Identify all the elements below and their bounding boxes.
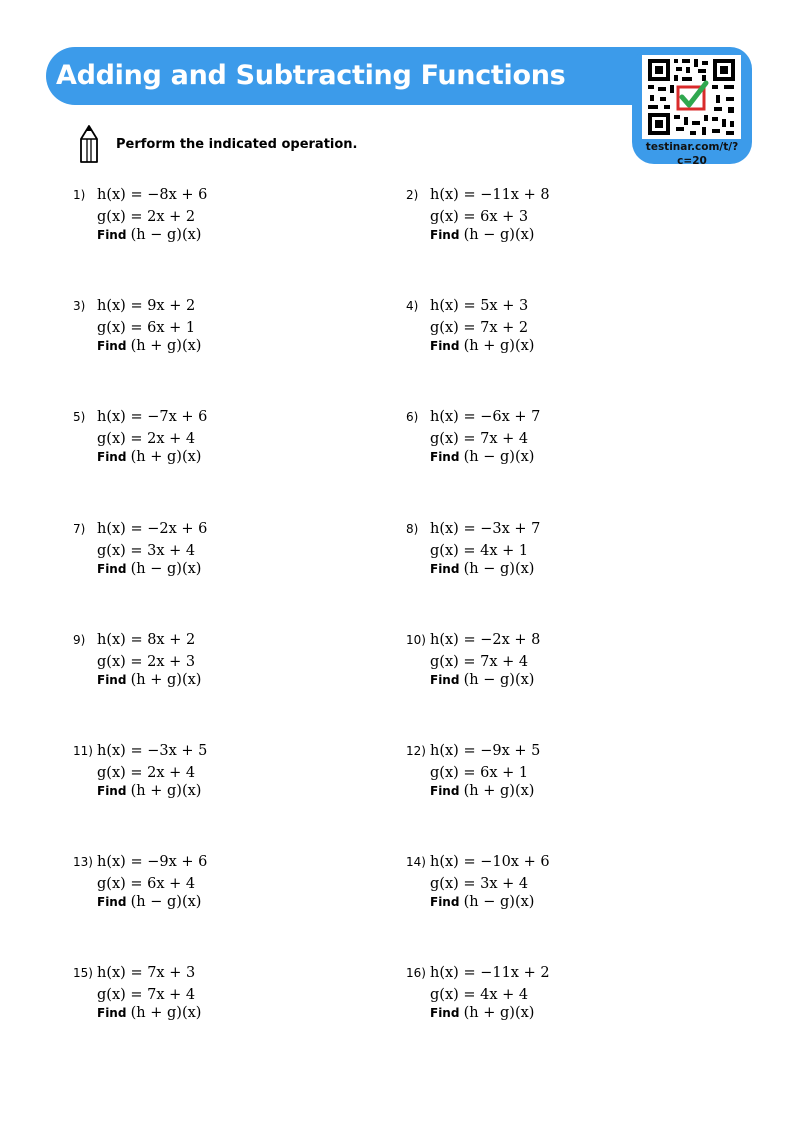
g-function: g(x) = 3x + 4: [430, 876, 529, 892]
find-instruction: [97, 894, 201, 910]
find-label: Find: [430, 450, 460, 464]
problem-number: 13): [73, 855, 93, 869]
problem-number: 3): [73, 299, 86, 313]
h-function: h(x) = 5x + 3: [430, 298, 529, 314]
find-label: Find: [430, 1006, 460, 1020]
find-label: Find: [97, 339, 127, 353]
h-function: h(x) = −3x + 7: [430, 521, 541, 537]
operation: (h + g)(x): [130, 672, 202, 688]
operation: (h − g)(x): [463, 227, 535, 243]
operation: (h + g)(x): [463, 1005, 535, 1021]
g-function: g(x) = 3x + 4: [97, 543, 196, 559]
g-function: g(x) = 7x + 2: [430, 320, 529, 336]
find-instruction: [430, 894, 534, 910]
g-function: g(x) = 6x + 1: [97, 320, 196, 336]
find-instruction: [97, 449, 201, 465]
find-instruction: [97, 227, 201, 243]
operation: (h − g)(x): [463, 894, 535, 910]
problem-number: 9): [73, 633, 86, 647]
operation: (h + g)(x): [130, 1005, 202, 1021]
find-instruction: [430, 783, 534, 799]
h-function: h(x) = 7x + 3: [97, 965, 196, 981]
h-function: h(x) = −11x + 8: [430, 187, 550, 203]
g-function: g(x) = 7x + 4: [97, 987, 196, 1003]
g-function: g(x) = 6x + 3: [430, 209, 529, 225]
find-instruction: [430, 227, 534, 243]
h-function: h(x) = −7x + 6: [97, 409, 208, 425]
problem-number: 2): [406, 188, 419, 202]
find-instruction: [97, 672, 201, 688]
h-function: h(x) = −9x + 5: [430, 743, 541, 759]
find-instruction: [97, 338, 201, 354]
find-label: Find: [430, 228, 460, 242]
find-instruction: [430, 561, 534, 577]
find-label: Find: [430, 895, 460, 909]
h-function: h(x) = 8x + 2: [97, 632, 196, 648]
g-function: g(x) = 6x + 4: [97, 876, 196, 892]
find-instruction: [430, 449, 534, 465]
problem-number: 14): [406, 855, 426, 869]
find-instruction: [430, 672, 534, 688]
problem-number: 7): [73, 522, 86, 536]
instruction-text: Perform the indicated operation.: [116, 137, 358, 152]
find-label: Find: [97, 895, 127, 909]
operation: (h − g)(x): [463, 672, 535, 688]
find-instruction: [97, 561, 201, 577]
find-label: Find: [97, 228, 127, 242]
find-label: Find: [430, 784, 460, 798]
find-label: Find: [97, 1006, 127, 1020]
find-label: Find: [97, 562, 127, 576]
operation: (h + g)(x): [463, 783, 535, 799]
qr-url: testinar.com/t/?c=20: [645, 141, 739, 167]
operation: (h + g)(x): [463, 338, 535, 354]
find-label: Find: [430, 339, 460, 353]
qr-code: [642, 55, 741, 139]
operation: (h − g)(x): [130, 894, 202, 910]
g-function: g(x) = 7x + 4: [430, 431, 529, 447]
find-instruction: [430, 338, 534, 354]
operation: (h − g)(x): [130, 227, 202, 243]
g-function: g(x) = 7x + 4: [430, 654, 529, 670]
find-label: Find: [430, 562, 460, 576]
h-function: h(x) = 9x + 2: [97, 298, 196, 314]
operation: (h − g)(x): [463, 449, 535, 465]
find-label: Find: [97, 784, 127, 798]
g-function: g(x) = 2x + 4: [97, 765, 196, 781]
problem-number: 10): [406, 633, 426, 647]
problem-number: 4): [406, 299, 419, 313]
g-function: g(x) = 4x + 4: [430, 987, 529, 1003]
g-function: g(x) = 4x + 1: [430, 543, 529, 559]
operation: (h − g)(x): [130, 561, 202, 577]
operation: (h − g)(x): [463, 561, 535, 577]
h-function: h(x) = −6x + 7: [430, 409, 541, 425]
find-instruction: [97, 1005, 201, 1021]
page-title: Adding and Subtracting Functions: [56, 60, 566, 91]
h-function: h(x) = −10x + 6: [430, 854, 550, 870]
problem-number: 15): [73, 966, 93, 980]
problem-number: 1): [73, 188, 86, 202]
operation: (h + g)(x): [130, 449, 202, 465]
find-label: Find: [97, 450, 127, 464]
problem-number: 8): [406, 522, 419, 536]
g-function: g(x) = 2x + 4: [97, 431, 196, 447]
problem-number: 12): [406, 744, 426, 758]
h-function: h(x) = −8x + 6: [97, 187, 208, 203]
find-instruction: [97, 783, 201, 799]
problem-number: 6): [406, 410, 419, 424]
problem-number: 11): [73, 744, 93, 758]
find-label: Find: [430, 673, 460, 687]
operation: (h + g)(x): [130, 338, 202, 354]
h-function: h(x) = −2x + 6: [97, 521, 208, 537]
operation: (h + g)(x): [130, 783, 202, 799]
qr-code-icon: [642, 55, 741, 139]
find-label: Find: [97, 673, 127, 687]
h-function: h(x) = −3x + 5: [97, 743, 208, 759]
h-function: h(x) = −11x + 2: [430, 965, 550, 981]
pencil-icon: [78, 124, 100, 164]
h-function: h(x) = −2x + 8: [430, 632, 541, 648]
problem-number: 5): [73, 410, 86, 424]
problem-number: 16): [406, 966, 426, 980]
find-instruction: [430, 1005, 534, 1021]
g-function: g(x) = 2x + 2: [97, 209, 196, 225]
g-function: g(x) = 6x + 1: [430, 765, 529, 781]
h-function: h(x) = −9x + 6: [97, 854, 208, 870]
g-function: g(x) = 2x + 3: [97, 654, 196, 670]
